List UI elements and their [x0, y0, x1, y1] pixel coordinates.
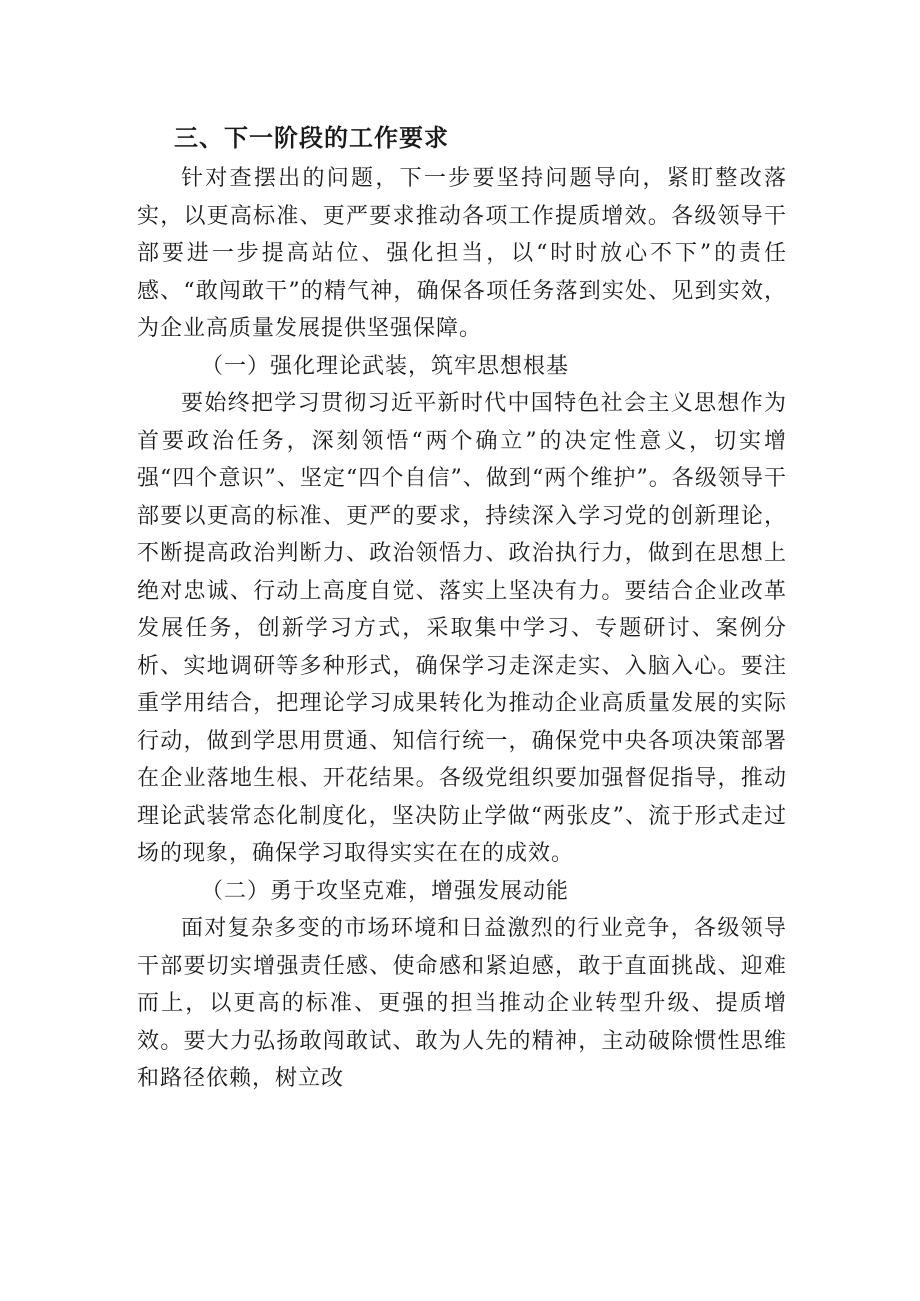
document-body [137, 116, 787, 1098]
section-heading: 三、下一阶段的工作要求 [174, 124, 449, 152]
subsection-heading-1: （一）强化理论武装，筑牢思想根基 [201, 353, 570, 379]
subsection-body-2: 面对复杂多变的市场环境和日益激烈的行业竞争，各级领导干部要切实增强责任感、使命感和紧迫感，敢于直面挑战、迎难而上，以更高的标准、更强的担当推动企业转型升级、提质增效。要大力弘扬敢闯敢试、敢为人先的精神，主动破除惯性思维和路径依赖，树立改 [137, 916, 787, 1091]
subsection-body-1: 要始终把学习贯彻习近平新时代中国特色社会主义思想作为首要政治任务，深刻领悟“两个确立”的决定性意义，切实增强“四个意识”、坚定“四个自信”、做到“两个维护”。各级领导干部要以更高的标准、更严的要求，持续深入学习党的创新理论，不断提高政治判断力、政治领悟力、政治执行力，做到在思想上绝对忠诚、行动上高度自觉、落实上坚决有力。要结合企业改革发展任务，创新学习方式，采取集中学习、专题研讨、案例分析、实地调研等多种形式，确保学习走深走实、入脑入心。要注重学用结合，把理论学习成果转化为推动企业高质量发展的实际行动，做到学思用贯通、知信行统一，确保党中央各项决策部署在企业落地生根、开花结果。各级党组织要加强督促指导，推动理论武装常态化制度化，坚决防止学做“两张皮”、流于形式走过场的现象，确保学习取得实实在在的成效。 [137, 391, 787, 866]
section-intro-paragraph: 针对查摆出的问题，下一步要坚持问题导向，紧盯整改落实，以更高标准、更严要求推动各项工作提质增效。各级领导干部要进一步提高站位、强化担当，以“时时放心不下”的责任感、“敢闯敢干”的精气神，确保各项任务落到实处、见到实效，为企业高质量发展提供坚强保障。 [137, 166, 787, 341]
subsection-heading-2: （二）勇于攻坚克难，增强发展动能 [201, 878, 570, 904]
